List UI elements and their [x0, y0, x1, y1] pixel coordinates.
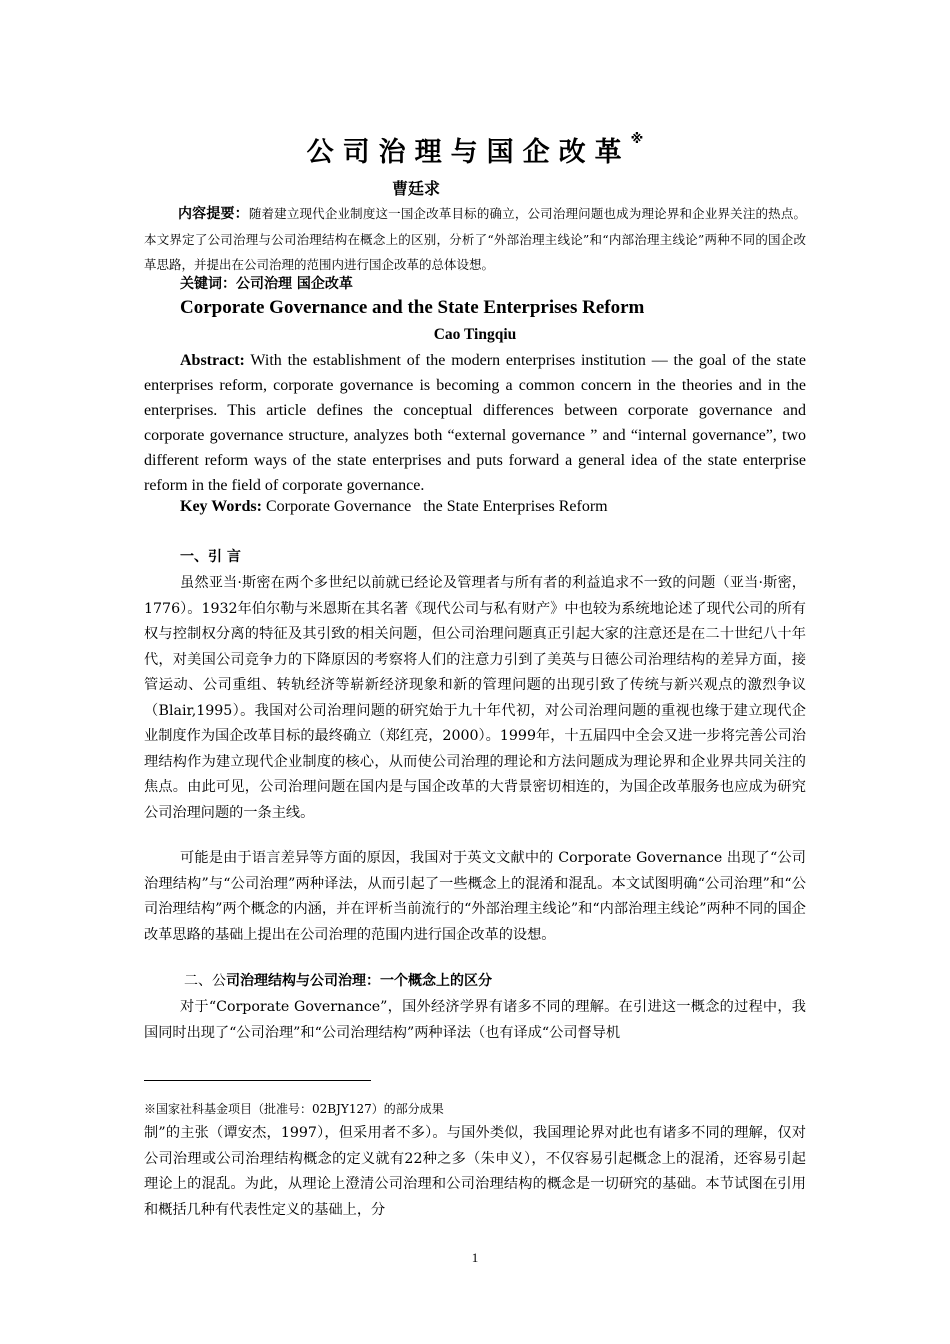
paragraph-3-continuation: 制”的主张（谭安杰，1997），但采用者不多）。与国外类似，我国理论界对此也有诸多不同的理解，仅对公司治理或公司治理结构概念的定义就有22种之多（朱申义），不仅容易引起概念上的混淆，还容易引起理论上的混乱。为此，从理论上澄清公司治理和公司治理结构的概念是一切研究的基础。本节试图在引用和概括几种有代表性定义的基础上，分	[144, 1125, 806, 1218]
keywords-en	[180, 498, 608, 516]
title-text: 公司治理与国企改革	[306, 137, 631, 168]
section-heading-2	[184, 970, 492, 990]
abstract-en-text: With the establishment of the modern enterprises institution — the goal of the state enterprises reform, corporate governance is becoming a common concern in the theories and in the enterprises. This article defines the conceptual differences between corporate governance and corporate governance structure, analyzes both “external governance ” and “internal governance”, two different reform ways of the state enterprises and puts forward a general idea of the state enterprise reform in the field of corporate governance.	[144, 352, 807, 494]
author-en: Cao Tingqiu	[433, 326, 517, 343]
section-heading-intro: 一、引 言	[180, 549, 241, 565]
paragraph-2: 可能是由于语言差异等方面的原因，我国对于英文文献中的 Corporate Governance 出现了“公司治理结构”与“公司治理”两种译法，从而引起了一些概念上的混淆和混乱。本文试图明确“公司治理”和“公司治理结构”两个概念的内涵，并在评析当前流行的“外部治理主线论”和“内部治理主线论”两种不同的国企改革思路的基础上提出在公司治理的范围内进行国企改革的设想。	[144, 850, 806, 943]
page-number: 1	[471, 1250, 479, 1265]
title-footnote-mark: ※	[630, 132, 644, 147]
abstract-cn	[144, 201, 806, 277]
footnote: ※国家社科基金项目（批准号：02BJY127）的部分成果	[144, 1102, 444, 1116]
paragraph-3: 对于“Corporate Governance”，国外经济学界有诸多不同的理解。在引进这一概念的过程中，我国同时出现了“公司治理”和“公司治理结构”两种译法（也有译成“公司督导机	[144, 999, 806, 1041]
abstract-cn-text: 随着建立现代企业制度这一国企改革目标的确立，公司治理问题也成为理论界和企业界关注的热点。本文界定了公司治理与公司治理结构在概念上的区别，分析了“外部治理主线论”和“内部治理主线论”两种不同的国企改革思路，并提出在公司治理的范围内进行国企改革的总体设想。	[144, 206, 806, 272]
section-heading-2-bold: 司治理结构与公司治理：一个概念上的区分	[226, 973, 492, 989]
author-cn: 曹廷求	[392, 179, 441, 198]
paragraph-1: 虽然亚当·斯密在两个多世纪以前就已经论及管理者与所有者的利益追求不一致的问题（亚当·斯密，1776）。1932年伯尔勒与米恩斯在其名著《现代公司与私有财产》中也较为系统地论述了现代公司的所有权与控制权分离的特征及其引致的相关问题，但公司治理问题真正引起大家的注意还是在二十世纪八十年代，对美国公司竞争力的下降原因的考察将人们的注意力引到了美英与日德公司治理结构的差异方面，接管运动、公司重组、转轨经济等崭新经济现象和新的管理问题的出现引致了传统与新兴观点的激烈争议（Blair,1995）。我国对公司治理问题的研究始于九十年代初，对公司治理问题的重视也缘于建立现代企业制度作为国企改革目标的最终确立（郑红亮，2000）。1999年，十五届四中全会又进一步将完善公司治理结构作为建立现代企业制度的核心，从而使公司治理的理论和方法问题成为理论界和企业界共同关注的焦点。由此可见，公司治理问题在国内是与国企改革的大背景密切相连的，为国企改革服务也应成为研究公司治理问题的一条主线。	[144, 575, 806, 821]
abstract-en-label: Abstract:	[180, 352, 245, 369]
section-heading-2-prefix: 二、公	[184, 973, 226, 989]
paper-title-cn	[144, 130, 806, 169]
footnote-divider	[144, 1080, 371, 1081]
abstract-en	[144, 348, 806, 498]
paper-title-en: Corporate Governance and the State Enterprises Reform	[180, 297, 645, 318]
keywords-cn: 关键词：公司治理 国企改革	[180, 276, 353, 292]
keywords-en-label: Key Words:	[180, 498, 262, 515]
keywords-en-text: Corporate Governance the State Enterprises Reform	[265, 498, 608, 515]
abstract-cn-label: 内容提要：	[178, 206, 249, 222]
